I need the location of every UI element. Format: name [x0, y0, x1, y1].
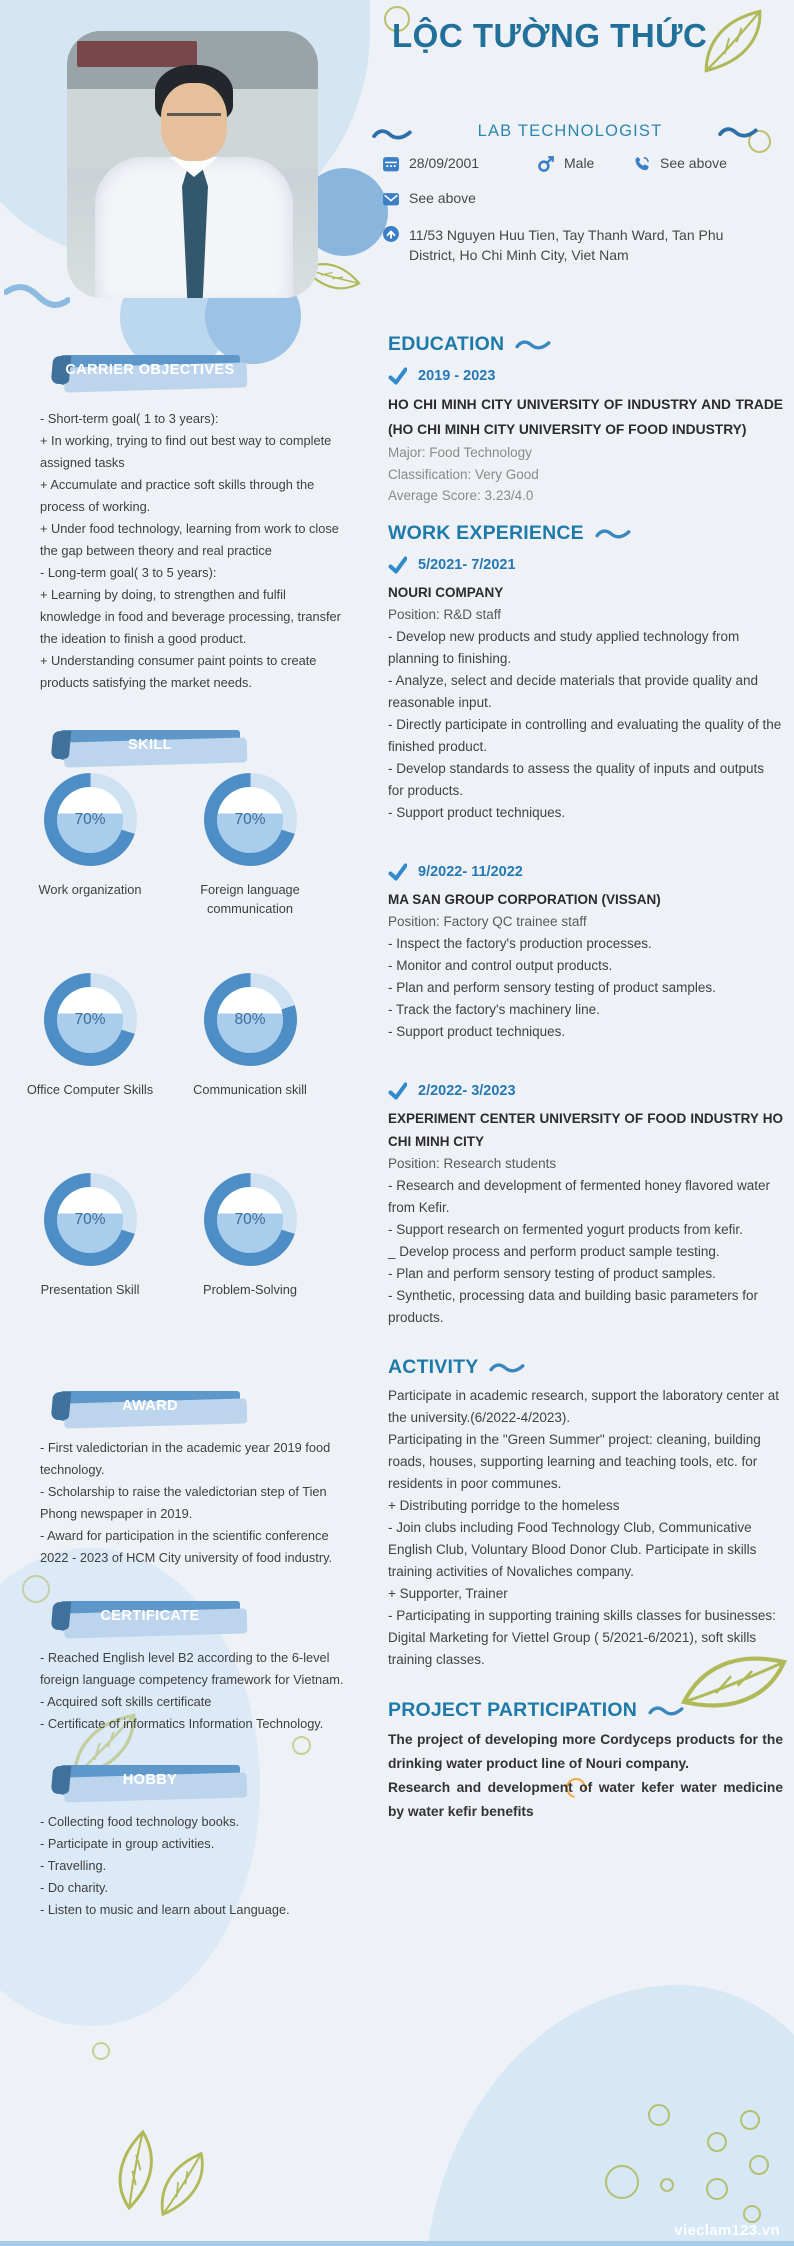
skill-percent: 70% — [234, 1210, 266, 1228]
calendar-icon — [382, 155, 400, 173]
job-bullet: - Synthetic, processing data and building basic parameters for products. — [388, 1287, 758, 1325]
activity-heading — [388, 1356, 783, 1379]
job-period: 9/2022- 11/2022 — [418, 863, 523, 880]
skill-donut-chart — [44, 773, 137, 866]
section-carrier-objectives — [30, 355, 350, 694]
skill-item — [190, 773, 310, 973]
company-name: EXPERIMENT CENTER UNIVERSITY OF FOOD INDUSTRY HO CHI MINH CITY — [388, 1110, 783, 1149]
check-icon — [388, 367, 407, 385]
left-column — [26, 355, 350, 1921]
work-experience-heading — [388, 522, 783, 545]
project-participation-heading — [388, 1699, 783, 1722]
job-bullet: - Plan and perform sensory testing of product samples. — [388, 1265, 716, 1281]
skill-percent: 80% — [234, 1010, 266, 1028]
skill-label: Communication skill — [193, 1082, 307, 1097]
certificate-line: - Certificate of informatics Information Technology. — [40, 1716, 324, 1731]
job-bullet: - Inspect the factory's production processes. — [388, 935, 652, 951]
circle-decoration — [707, 2132, 727, 2152]
company-name: MA SAN GROUP CORPORATION (VISSAN) — [388, 891, 661, 907]
skill-donut-fill — [217, 787, 283, 853]
objective-line: + Learning by doing, to strengthen and fulfil knowledge in food and beverage processing, transfer the ideation to finish a good product. — [40, 587, 341, 646]
heading-label: EDUCATION — [388, 333, 505, 355]
dob-value: 28/09/2001 — [409, 155, 480, 171]
job-period-row — [388, 863, 783, 881]
skill-percent: 70% — [234, 810, 266, 828]
wave-decoration — [372, 127, 414, 141]
job-period: 2/2022- 3/2023 — [418, 1082, 516, 1099]
project-paragraph: Research and development of water kefer water medicine by water kefir benefits — [388, 1779, 783, 1819]
project-paragraph: The project of developing more Cordyceps products for the drinking water product line of Nouri company. — [388, 1731, 783, 1771]
hobby-text — [30, 1811, 350, 1921]
skill-label: Work organization — [38, 882, 142, 897]
section-hobby — [30, 1765, 350, 1921]
objective-line: + Accumulate and practice soft skills through the process of working. — [40, 477, 315, 514]
company-name: NOURI COMPANY — [388, 584, 504, 600]
skill-label: Foreign language communication — [200, 882, 300, 916]
gender-value: Male — [564, 155, 595, 171]
skill-grid — [26, 773, 350, 1373]
skill-item — [30, 773, 150, 973]
skill-donut-chart — [44, 973, 137, 1066]
contact-email — [382, 190, 476, 208]
banner-label: CARRIER OBJECTIVES — [65, 362, 235, 378]
activity-line: + Supporter, Trainer — [388, 1585, 508, 1601]
carrier-objectives-banner — [60, 355, 240, 385]
education-detail-line: Classification: Very Good — [388, 466, 539, 482]
certificate-line: - Acquired soft skills certificate — [40, 1694, 212, 1709]
heading-label: WORK EXPERIENCE — [388, 521, 584, 544]
skill-item — [190, 1173, 310, 1373]
banner-label: AWARD — [122, 1398, 178, 1414]
wave-decoration — [718, 125, 760, 139]
skill-donut-chart — [204, 1173, 297, 1266]
skill-donut-fill — [57, 787, 123, 853]
job-entry — [388, 556, 783, 824]
hobby-banner — [60, 1765, 240, 1795]
check-icon — [388, 556, 407, 574]
job-bullet: - Plan and perform sensory testing of product samples. — [388, 979, 716, 995]
circle-decoration — [706, 2178, 728, 2200]
job-bullets — [388, 1175, 783, 1329]
skill-item — [26, 973, 154, 1173]
background-blob-bottom-right — [424, 1985, 794, 2246]
skill-percent: 70% — [74, 1210, 106, 1228]
skill-donut-chart — [44, 1173, 137, 1266]
wave-decoration — [648, 1704, 686, 1717]
education-detail-line: Major: Food Technology — [388, 445, 532, 460]
job-bullet: - Support product techniques. — [388, 1023, 566, 1039]
hobby-line: - Participate in group activities. — [40, 1836, 215, 1851]
contact-gender — [537, 155, 633, 173]
circle-decoration — [92, 2042, 110, 2060]
skill-donut-chart — [204, 773, 297, 866]
contact-address — [382, 225, 745, 265]
hobby-line: - Do charity. — [40, 1880, 109, 1895]
skill-item — [190, 973, 310, 1173]
objectives-text — [30, 408, 350, 694]
award-text — [30, 1437, 350, 1569]
activity-line: - Join clubs including Food Technology Club, Communicative English Club, Voluntary Blood Donor Club. Participate in skills training activities of Novaliches company. — [388, 1519, 757, 1579]
photo-person-glasses — [167, 113, 221, 126]
education-heading — [388, 333, 783, 356]
hobby-line: - Listen to music and learn about Language. — [40, 1902, 290, 1917]
skill-label: Office Computer Skills — [26, 1082, 154, 1097]
job-bullet: _ Develop process and perform product sample testing. — [388, 1243, 720, 1259]
photo-building-sign — [77, 41, 197, 67]
skill-donut-fill — [57, 987, 123, 1053]
objective-line: - Short-term goal( 1 to 3 years): — [40, 411, 219, 426]
section-project-participation — [388, 1699, 783, 1824]
skill-donut-fill — [217, 987, 283, 1053]
certificate-text — [30, 1647, 350, 1735]
contact-phone — [633, 155, 727, 173]
wave-decoration — [4, 282, 70, 312]
contact-row — [382, 190, 752, 208]
award-banner — [60, 1391, 240, 1421]
education-detail-line: Average Score: 3.23/4.0 — [388, 488, 534, 503]
job-bullets — [388, 933, 783, 1043]
activity-text — [388, 1385, 783, 1671]
skill-donut-fill — [57, 1187, 123, 1253]
education-period-row — [388, 367, 783, 385]
banner-label: CERTIFICATE — [100, 1608, 200, 1624]
banner-label: SKILL — [128, 737, 172, 753]
skill-donut-fill — [217, 1187, 283, 1253]
skill-label: Problem-Solving — [203, 1282, 297, 1297]
activity-line: Participating in the "Green Summer" project: cleaning, building roads, houses, supporting learning and teaching tools, etc. for residents in poor communes. — [388, 1431, 761, 1491]
job-bullet: - Monitor and control output products. — [388, 957, 613, 973]
wave-decoration — [515, 338, 553, 351]
project-text — [388, 1728, 783, 1824]
address-value: 11/53 Nguyen Huu Tien, Tay Thanh Ward, Tan Phu District, Ho Chi Minh City, Viet Nam — [409, 227, 724, 263]
heading-label: ACTIVITY — [388, 1355, 479, 1378]
section-work-experience — [388, 522, 783, 1329]
education-details — [388, 442, 783, 507]
section-certificate — [30, 1601, 350, 1735]
job-bullet: - Support product techniques. — [388, 804, 566, 820]
circle-decoration — [605, 2165, 639, 2199]
skill-banner — [60, 730, 240, 760]
job-entry — [388, 1082, 783, 1329]
section-education — [388, 333, 783, 507]
location-icon — [382, 225, 400, 243]
skill-percent: 70% — [74, 810, 106, 828]
job-list — [388, 556, 783, 1329]
activity-line: + Distributing porridge to the homeless — [388, 1497, 620, 1513]
right-column — [388, 333, 783, 1824]
wave-decoration — [489, 1361, 527, 1374]
profile-photo — [67, 31, 318, 298]
job-bullet: - Develop standards to assess the quality of inputs and outputs for products. — [388, 760, 764, 798]
phone-icon — [633, 155, 651, 173]
section-award — [30, 1391, 350, 1569]
email-value: See above — [409, 190, 476, 206]
objective-line: + Understanding consumer paint points to create products satisfying the market needs. — [40, 653, 317, 690]
circle-decoration — [660, 2178, 674, 2192]
banner-label: HOBBY — [122, 1772, 178, 1788]
objective-line: - Long-term goal( 3 to 5 years): — [40, 565, 217, 580]
check-icon — [388, 863, 407, 881]
skill-percent: 70% — [74, 1010, 106, 1028]
heading-label: PROJECT PARTICIPATION — [388, 1698, 638, 1721]
circle-decoration — [740, 2110, 760, 2130]
activity-line: Participate in academic research, support the laboratory center at the university.(6/2022-4/2023). — [388, 1387, 779, 1425]
gender-icon — [537, 155, 555, 173]
skill-label: Presentation Skill — [40, 1282, 140, 1297]
page-title-name: LỘC TƯỜNG THỨC — [392, 17, 708, 54]
objective-line: + In working, trying to find out best way to complete assigned tasks — [40, 433, 332, 470]
skill-item — [30, 1173, 150, 1373]
contact-dob — [382, 155, 537, 173]
objective-line: + Under food technology, learning from work to close the gap between theory and real practice — [40, 521, 339, 558]
job-entry — [388, 863, 783, 1043]
job-bullet: - Research and development of fermented honey flavored water from Kefir. — [388, 1177, 770, 1215]
job-period: 5/2021- 7/2021 — [418, 556, 516, 573]
circle-decoration — [648, 2104, 670, 2126]
job-bullet: - Support research on fermented yogurt products from kefir. — [388, 1221, 743, 1237]
contact-info — [382, 155, 752, 282]
hobby-line: - Travelling. — [40, 1858, 107, 1873]
job-period-row — [388, 556, 783, 574]
circle-decoration — [743, 2205, 761, 2223]
hobby-line: - Collecting food technology books. — [40, 1814, 240, 1829]
award-line: - First valedictorian in the academic year 2019 food technology. — [40, 1440, 331, 1477]
school-name: HO CHI MINH CITY UNIVERSITY OF INDUSTRY AND TRADE (HO CHI MINH CITY UNIVERSITY OF FOOD INDUSTRY) — [388, 397, 783, 437]
award-line: - Award for participation in the scientific conference 2022 - 2023 of HCM City university of food industry. — [40, 1528, 333, 1565]
contact-row — [382, 155, 752, 173]
job-title: LAB TECHNOLOGIST — [477, 122, 663, 140]
watermark: vieclam123.vn — [674, 2222, 780, 2239]
bottom-border-strip — [0, 2241, 794, 2246]
phone-value: See above — [660, 155, 727, 171]
mail-icon — [382, 190, 400, 208]
job-period-row — [388, 1082, 783, 1100]
job-position: Position: Factory QC trainee staff — [388, 913, 587, 929]
job-position: Position: R&D staff — [388, 606, 502, 622]
job-bullet: - Track the factory's machinery line. — [388, 1001, 600, 1017]
check-icon — [388, 1082, 407, 1100]
wave-decoration — [595, 527, 633, 540]
section-skill — [26, 730, 350, 1373]
job-bullet: - Develop new products and study applied technology from planning to finishing. — [388, 628, 740, 666]
award-line: - Scholarship to raise the valedictorian step of Tien Phong newspaper in 2019. — [40, 1484, 327, 1521]
activity-line: - Participating in supporting training skills classes for businesses: Digital Marketing for Viettel Group ( 5/2021-6/2021), soft skills training classes. — [388, 1607, 776, 1667]
circle-decoration — [749, 2155, 769, 2175]
certificate-banner — [60, 1601, 240, 1631]
skill-donut-chart — [204, 973, 297, 1066]
contact-row — [382, 225, 752, 265]
certificate-line: - Reached English level B2 according to the 6-level foreign language competency framework for Vietnam. — [40, 1650, 344, 1687]
job-bullet: - Analyze, select and decide materials that provide quality and reasonable input. — [388, 672, 758, 710]
job-bullets — [388, 626, 783, 824]
section-activity — [388, 1356, 783, 1671]
job-bullet: - Directly participate in controlling and evaluating the quality of the finished product. — [388, 716, 782, 754]
job-position: Position: Research students — [388, 1155, 557, 1171]
education-period: 2019 - 2023 — [418, 368, 496, 384]
